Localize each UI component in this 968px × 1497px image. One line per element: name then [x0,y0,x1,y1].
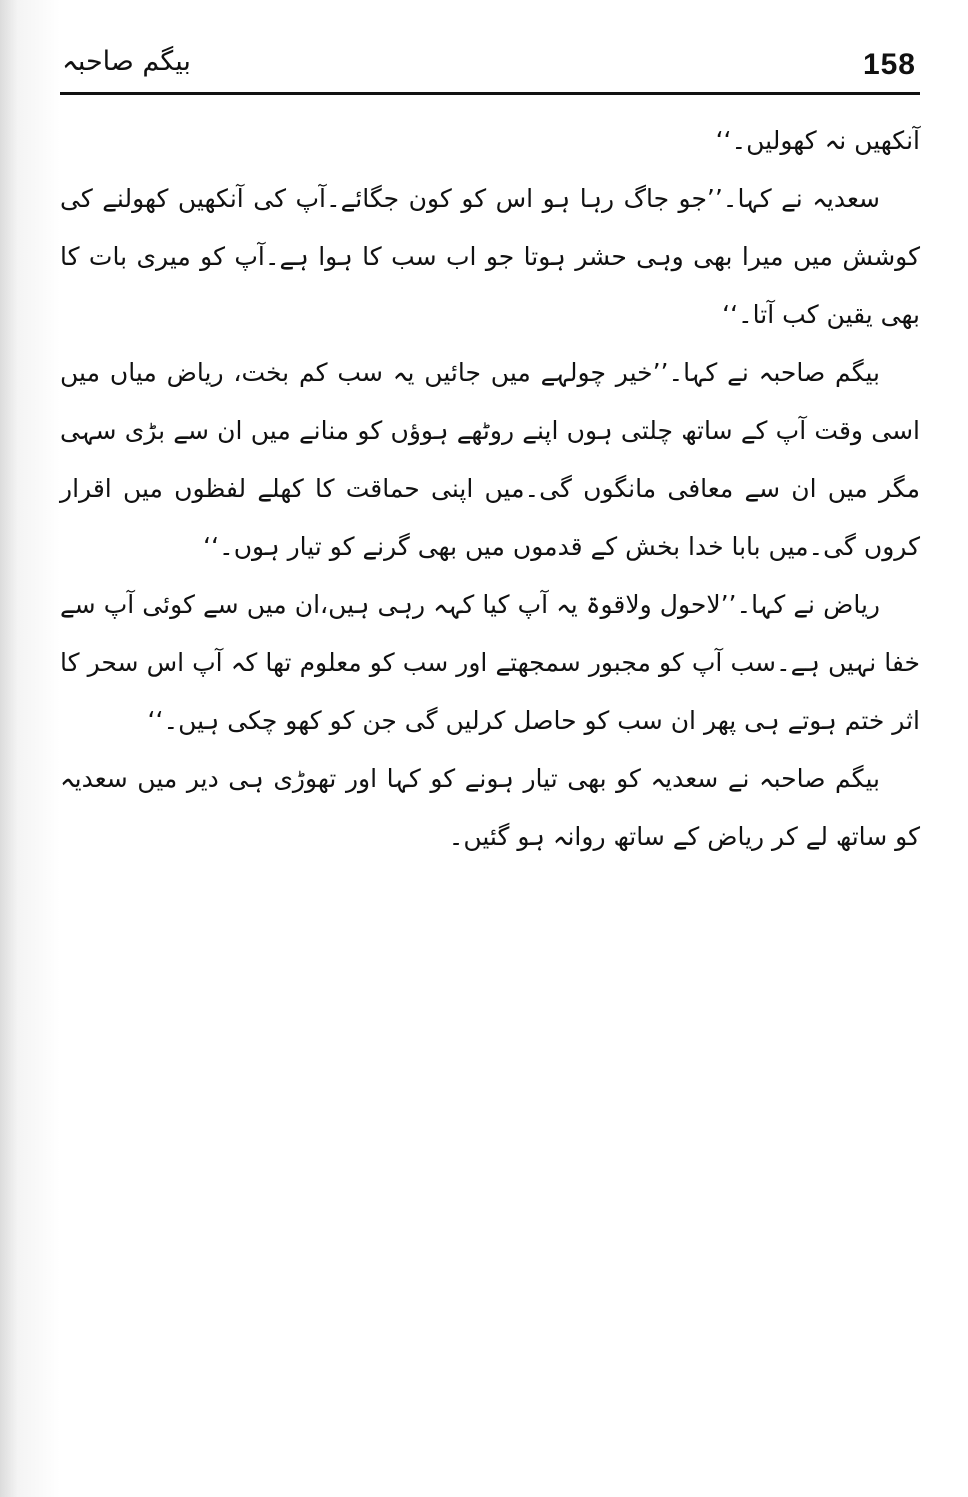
paragraph: آنکھیں نہ کھولیں۔‘‘ [715,126,920,155]
page-header [60,40,920,95]
running-title: بیگم صاحبہ [62,46,191,77]
paragraph: سعدیہ نے کہا۔’’جو جاگ رہا ہو اس کو کون جگائے۔آپ کی آنکھیں کھولنے کی کوشش میں میرا بھی وہی حشر ہوتا جو اب سب کا ہوا ہے۔آپ کو میری بات کا بھی یقین کب آتا۔‘‘ [60,184,920,329]
page-number: 158 [862,48,916,81]
paragraph: بیگم صاحبہ نے کہا۔’’خیر چولہے میں جائیں یہ سب کم بخت، ریاض میاں میں اسی وقت آپ کے ساتھ چلتی ہوں اپنے روٹھے ہوؤں کو منانے میں ان سے بڑی سہی مگر میں ان سے معافی مانگوں گی۔میں اپنی حماقت کا کھلے لفظوں میں اقرار کروں گی۔میں بابا خدا بخش کے قدموں میں بھی گرنے کو تیار ہوں۔‘‘ [60,358,920,561]
body-text [60,112,920,866]
paragraph: بیگم صاحبہ نے سعدیہ کو بھی تیار ہونے کو کہا اور تھوڑی ہی دیر میں سعدیہ کو ساتھ لے کر ریاض کے ساتھ روانہ ہو گئیں۔ [60,764,920,851]
paragraph: ریاض نے کہا۔’’لاحول ولاقوۃ یہ آپ کیا کہہ رہی ہیں،ان میں سے کوئی آپ سے خفا نہیں ہے۔سب آپ کو مجبور سمجھتے اور سب کو معلوم تھا کہ آپ اس سحر کا اثر ختم ہوتے ہی پھر ان سب کو حاصل کرلیں گی جن کو کھو چکی ہیں۔‘‘ [60,590,920,735]
